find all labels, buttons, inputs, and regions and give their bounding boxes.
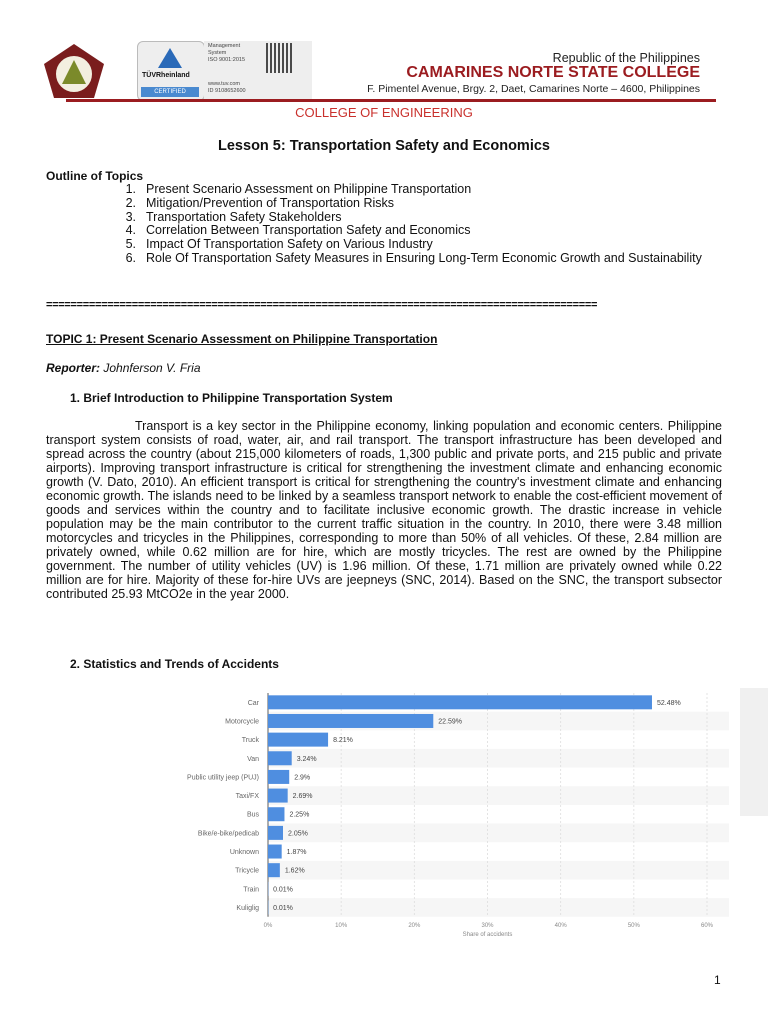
category-label: Bus	[246, 811, 259, 819]
x-tick-label: 20%	[408, 922, 421, 929]
cert-line: ISO 9001:2015	[208, 57, 246, 63]
x-tick-label: 30%	[481, 922, 494, 929]
list-item	[46, 224, 722, 238]
republic-text: Republic of the Philippines	[552, 51, 700, 65]
item-text: Present Scenario Assessment on Philippine Transportation	[146, 182, 472, 196]
list-item	[46, 252, 722, 266]
category-label: Motorcycle	[225, 718, 259, 726]
item-number: 6.	[125, 250, 136, 265]
category-label: Truck	[241, 737, 259, 745]
cert-id: ID 9108652600	[208, 88, 246, 94]
x-axis-label: Share of accidents	[462, 931, 513, 938]
row-band	[268, 786, 729, 805]
item-text: Correlation Between Transportation Safety and Economics	[146, 223, 471, 238]
cert-web: www.tuv.com	[208, 81, 240, 87]
data-label: 0.01%	[273, 904, 293, 912]
x-tick-label: 0%	[263, 922, 273, 929]
category-label: Tricycle	[235, 867, 259, 875]
category-label: Kuliglig	[236, 904, 259, 912]
x-tick-label: 10%	[335, 922, 348, 929]
item-text: Role Of Transportation Safety Measures in Ensuring Long-Term Economic Growth and Sustainability	[146, 250, 702, 265]
bar	[268, 807, 284, 821]
reporter-label: Reporter:	[46, 361, 101, 375]
tuv-triangle-icon	[158, 48, 182, 68]
separator-line: ==========================================================================================	[46, 299, 598, 311]
row-band	[268, 861, 729, 880]
department-name: COLLEGE OF ENGINEERING	[295, 105, 473, 120]
data-label: 2.9%	[294, 774, 311, 782]
list-item	[46, 238, 722, 252]
category-label: Bike/e-bike/pedicab	[197, 830, 259, 838]
data-label: 0.01%	[273, 886, 293, 894]
category-label: Car	[247, 699, 259, 707]
category-label: Unknown	[229, 849, 259, 857]
qr-code-icon	[266, 43, 292, 73]
certification-info	[204, 41, 312, 99]
section-heading-1: 1. Brief Introduction to Philippine Transportation System	[70, 391, 393, 405]
topic-heading: TOPIC 1: Present Scenario Assessment on Philippine Transportation	[46, 332, 438, 346]
bar	[268, 770, 289, 784]
category-label: Train	[243, 886, 259, 894]
bar	[268, 826, 283, 840]
bar	[268, 863, 280, 877]
bar	[268, 845, 282, 859]
data-label: 2.69%	[292, 793, 313, 801]
data-label: 8.21%	[333, 737, 353, 745]
cert-line: System	[208, 50, 227, 56]
item-number: 1.	[125, 182, 136, 196]
body-paragraph: Transport is a key sector in the Philippine economy, linking population and economic centers. Philippine transport system consists of road, water, air, and rail transport. The transport infrastructure has been developed and spread across the country (about 215,000 kilometers of roads, 1,300 public and private ports, and 215 public and private airports). Improving transport infrastructure is critical for strengthening the investment climate and enhancing economic growth (V. Dato, 2010). An efficient transport is critical for strengthening the country's investment climate and enhancing economic growth. The islands need to be linked by a seamless transport network to enable the cost-efficient movement of goods and services within the country and to facilitate inclusive economic growth. The drastic increase in vehicle population may be the main contributor to the current traffic situation in the country. In 2010, there were 3.48 million motorcycles and tricycles in the Philippines, corresponding to more than 50% of all vehicles. Of these, 2.84 million are privately owned, while 0.62 million are for hire, which are mostly tricycles. The rest are owned by the Philippine government. The number of utility vehicles (UV) is 1.96 million. Of these, 1.71 million are privately owned while 0.22 million are for hire. Majority of these for-hire UVs are jeepneys (SNC, 2014). Based on the SNC, the transport subsector contributed 25.93 MtCO2e in the year 2000.	[46, 419, 722, 601]
item-text: Mitigation/Prevention of Transportation Risks	[146, 195, 395, 210]
item-number: 3.	[125, 209, 136, 224]
data-label: 2.25%	[289, 811, 310, 819]
page-number: 1	[714, 973, 721, 987]
item-number: 4.	[125, 223, 136, 238]
outline-list	[46, 183, 722, 266]
list-item	[46, 183, 722, 197]
reporter-name: Johnferson V. Fria	[100, 361, 201, 375]
item-number: 2.	[125, 195, 136, 210]
lesson-title: Lesson 5: Transportation Safety and Economics	[218, 138, 550, 154]
list-item	[46, 211, 722, 225]
bar	[268, 714, 433, 728]
category-label: Van	[247, 755, 259, 763]
chart-side-panel	[740, 688, 768, 816]
data-label: 52.48%	[656, 699, 681, 707]
data-label: 22.59%	[438, 718, 463, 726]
tuv-certification-logo	[137, 41, 205, 101]
x-tick-label: 60%	[700, 922, 714, 929]
bar	[268, 733, 328, 747]
category-label: Taxi/FX	[235, 793, 259, 801]
header-divider	[66, 99, 716, 102]
bar	[268, 695, 652, 709]
college-address: F. Pimentel Avenue, Brgy. 2, Daet, Camarines Norte – 4600, Philippines	[367, 83, 700, 95]
data-label: 3.24%	[296, 755, 317, 763]
data-label: 1.87%	[286, 849, 307, 857]
college-name: CAMARINES NORTE STATE COLLEGE	[406, 64, 700, 81]
data-label: 1.62%	[284, 867, 305, 875]
list-item	[46, 197, 722, 211]
x-tick-label: 50%	[627, 922, 640, 929]
row-band	[268, 898, 729, 917]
bar	[268, 751, 292, 765]
bar	[268, 789, 288, 803]
outline-heading: Outline of Topics	[46, 169, 144, 183]
reporter-line	[46, 361, 201, 375]
cert-line: Management	[208, 43, 241, 49]
x-tick-label: 40%	[554, 922, 567, 929]
item-text: Transportation Safety Stakeholders	[146, 209, 342, 224]
accidents-bar-chart	[150, 690, 740, 940]
certified-badge: CERTIFIED	[141, 87, 199, 97]
college-seal-logo	[42, 42, 106, 100]
row-band	[268, 824, 729, 843]
item-number: 5.	[125, 237, 136, 252]
item-text: Impact Of Transportation Safety on Various Industry	[146, 237, 433, 252]
row-band	[268, 749, 729, 768]
tuv-brand: TÜVRheinland	[142, 72, 190, 79]
data-label: 2.05%	[287, 830, 308, 838]
category-label: Public utility jeep (PUJ)	[187, 774, 259, 782]
section-heading-2: 2. Statistics and Trends of Accidents	[70, 657, 279, 671]
